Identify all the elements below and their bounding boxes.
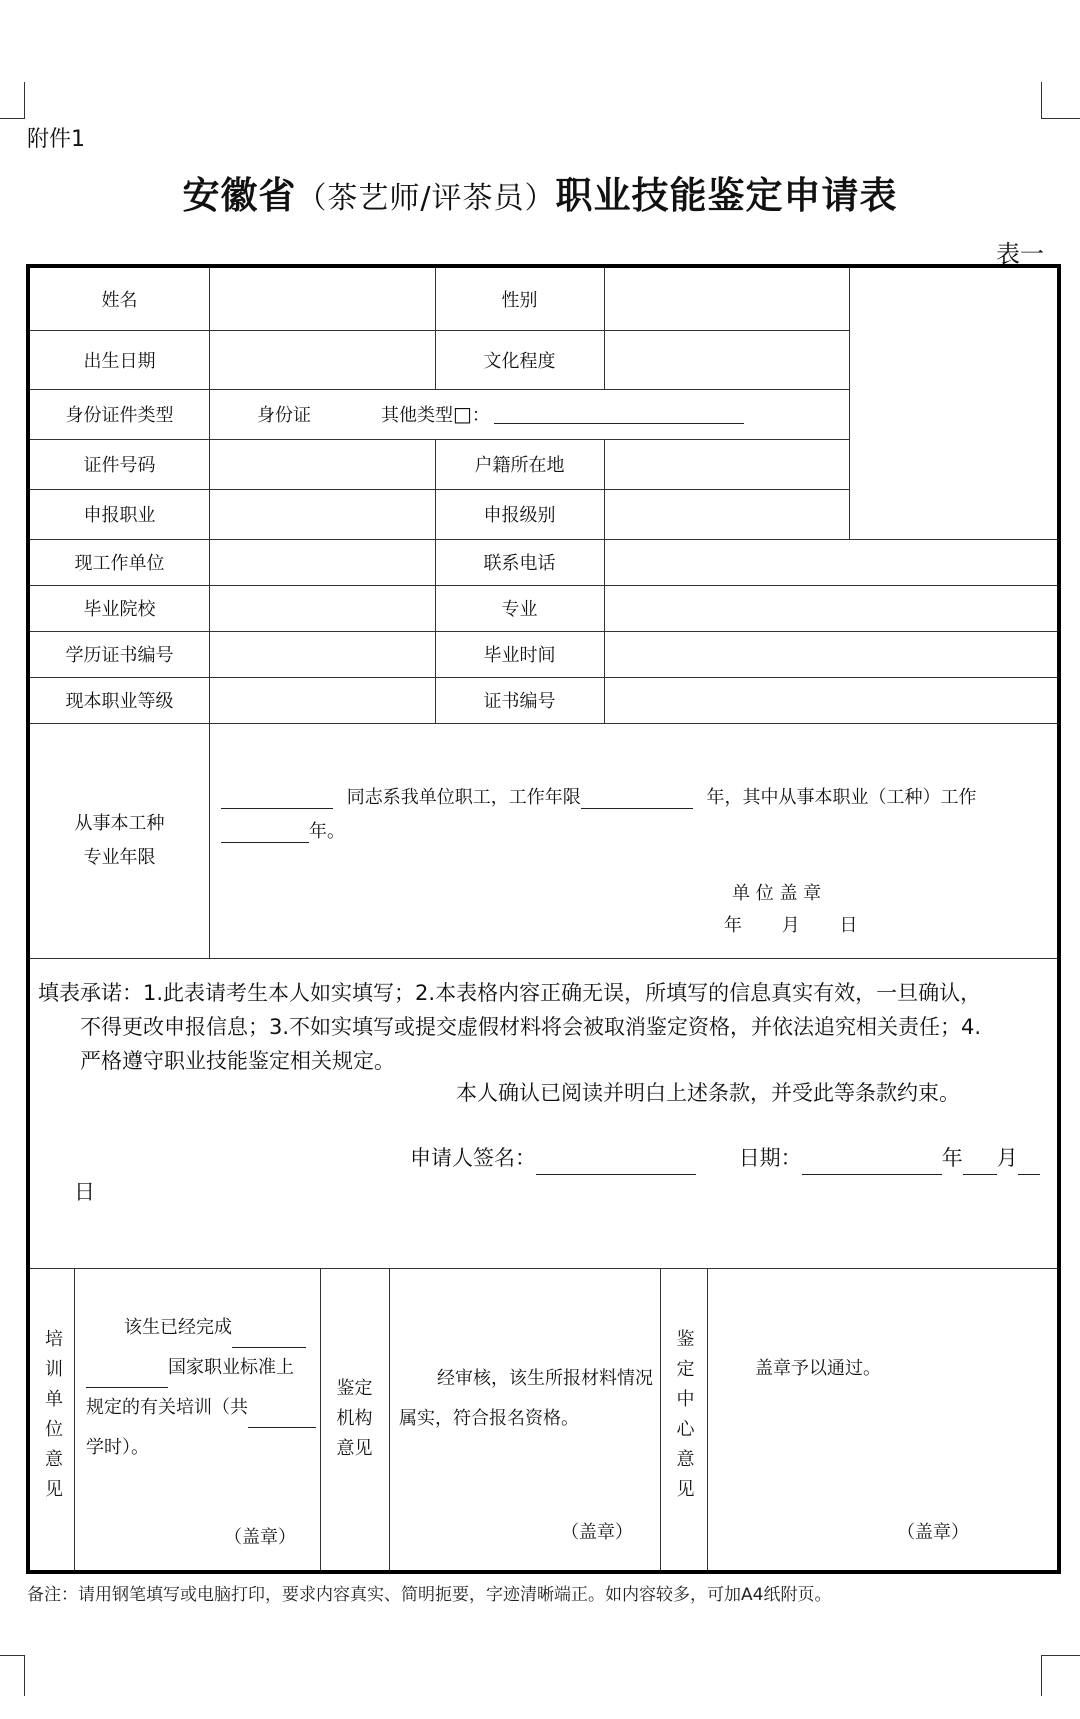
field-level[interactable] <box>604 489 849 539</box>
org-opinion-content <box>389 1268 660 1570</box>
center-opinion-content <box>707 1268 1057 1570</box>
label-occupation: 申报职业 <box>83 505 156 526</box>
training-line-3 <box>86 1388 316 1428</box>
training-opinion-label <box>30 1268 74 1570</box>
checkbox-other-type[interactable]: □ <box>453 402 472 426</box>
field-major[interactable] <box>604 585 1057 631</box>
label-workplace: 现工作单位 <box>74 553 165 574</box>
field-birth[interactable] <box>209 330 435 389</box>
date-month: 月 <box>781 915 800 936</box>
field-training-hours[interactable] <box>248 1409 316 1428</box>
crop-mark-bottom-left <box>0 1655 25 1696</box>
label-major: 专业 <box>501 599 538 620</box>
training-seal: （盖章） <box>224 1527 296 1548</box>
field-grad-time[interactable] <box>604 631 1057 677</box>
id-type-options <box>209 389 849 439</box>
signature-row <box>410 1141 1040 1175</box>
crop-mark-top-left <box>0 82 25 119</box>
sign-date-year: 年 <box>941 1146 963 1170</box>
center-text: 盖章予以通过。 <box>755 1358 881 1379</box>
label-household: 户籍所在地 <box>474 455 565 476</box>
org-opinion-label <box>320 1268 389 1570</box>
label-diploma-no: 学历证书编号 <box>65 645 174 666</box>
field-diploma-no[interactable] <box>209 631 435 677</box>
field-household[interactable] <box>604 439 849 489</box>
label-current-level: 现本职业等级 <box>65 691 174 712</box>
experience-content <box>209 723 1057 958</box>
field-occupation[interactable] <box>209 489 435 539</box>
training-text-c: 规定的有关培训（共 <box>86 1397 248 1418</box>
org-label-2: 机构 <box>336 1408 373 1429</box>
title-part-a: 安徽省 <box>182 174 297 217</box>
table-number: 表一 <box>996 240 1044 268</box>
sign-date-year-field[interactable] <box>802 1152 942 1175</box>
field-education[interactable] <box>604 330 849 389</box>
application-form <box>26 264 1061 1574</box>
label-experience-line2: 专业年限 <box>83 846 156 868</box>
label-school: 毕业院校 <box>83 599 156 620</box>
label-gender: 性别 <box>501 290 538 311</box>
experience-text-b: 年，其中从事本职业（工种）工作 <box>706 787 977 808</box>
center-seal: （盖章） <box>897 1522 969 1543</box>
sign-date-day: 日 <box>74 1180 95 1204</box>
training-opinion-label-text: 培训单位意见 <box>42 1329 63 1509</box>
label-level: 申报级别 <box>483 505 556 526</box>
crop-mark-top-right <box>1041 82 1080 119</box>
crop-mark-bottom-right <box>1041 1655 1080 1696</box>
colon: ： <box>471 405 490 426</box>
field-other-type[interactable] <box>494 405 744 424</box>
promise-line-2: 不得更改申报信息；3.不如实填写或提交虚假材料将会被取消鉴定资格，并依法追究相关责任；4. <box>80 1015 982 1039</box>
training-text-b: 国家职业标准上 <box>168 1357 294 1378</box>
unit-stamp-label: 单 位 盖 章 <box>732 883 822 904</box>
label-id-type: 身份证件类型 <box>65 405 174 426</box>
label-name: 姓名 <box>101 290 138 311</box>
experience-text-a: 同志系我单位职工，工作年限 <box>346 787 581 808</box>
experience-text-c: 年。 <box>309 821 345 842</box>
photo-area[interactable] <box>849 268 1057 539</box>
date-day: 日 <box>839 915 858 936</box>
date-year: 年 <box>724 915 742 936</box>
title-occupation: （茶艺师/评茶员） <box>296 181 556 216</box>
field-training-standard[interactable] <box>86 1369 168 1388</box>
signature-label: 申请人签名： <box>410 1146 536 1170</box>
sign-date-month: 月 <box>996 1146 1018 1170</box>
sign-date-day-field[interactable] <box>1018 1152 1040 1175</box>
title-part-b: 职业技能鉴定申请表 <box>555 174 898 217</box>
org-label-3: 意见 <box>336 1438 373 1459</box>
org-seal: （盖章） <box>561 1522 633 1543</box>
field-work-years[interactable] <box>581 790 693 809</box>
promise-line-1: 填表承诺：1.此表请考生本人如实填写；2.本表格内容正确无误，所填写的信息真实有效，一旦确认， <box>38 981 982 1005</box>
training-opinion-content <box>74 1268 320 1570</box>
signature-field[interactable] <box>536 1152 696 1175</box>
field-phone[interactable] <box>604 539 1057 585</box>
promise-line-3: 严格遵守职业技能鉴定相关规定。 <box>80 1049 395 1073</box>
center-opinion-label-text: 鉴定中心意见 <box>673 1329 695 1509</box>
field-workplace[interactable] <box>209 539 435 585</box>
date-label: 日期： <box>738 1146 802 1170</box>
center-opinion-label <box>660 1268 707 1570</box>
field-training-hours-a[interactable] <box>232 1329 306 1348</box>
unit-stamp-date <box>724 911 857 937</box>
training-line-2 <box>86 1348 294 1388</box>
label-birth: 出生日期 <box>83 350 156 372</box>
training-line-1 <box>124 1308 306 1348</box>
option-other-type: 其他类型 <box>381 405 453 426</box>
field-cert-no[interactable] <box>604 677 1057 723</box>
label-education: 文化程度 <box>483 350 556 372</box>
promise-confirm: 本人确认已阅读并明白上述条款，并受此等条款约束。 <box>456 1081 960 1105</box>
page-title <box>0 165 1080 219</box>
footer-note: 备注：请用钢笔填写或电脑打印，要求内容真实、简明扼要，字迹清晰端正。如内容较多，可加A4纸附页。 <box>27 1585 832 1605</box>
label-experience <box>30 723 209 958</box>
field-id-number[interactable] <box>209 439 435 489</box>
option-id-card[interactable]: 身份证 <box>257 405 311 426</box>
experience-line-2 <box>221 817 345 843</box>
field-school[interactable] <box>209 585 435 631</box>
training-text-a: 该生已经完成 <box>124 1317 232 1338</box>
attachment-label: 附件1 <box>27 127 85 152</box>
sign-date-month-field[interactable] <box>963 1152 997 1175</box>
field-employee-name[interactable] <box>221 790 333 809</box>
label-experience-line1: 从事本工种 <box>74 812 165 834</box>
field-gender[interactable] <box>604 268 849 330</box>
training-text-d: 学时）。 <box>86 1437 149 1458</box>
field-name[interactable] <box>209 268 435 330</box>
label-phone: 联系电话 <box>483 553 556 574</box>
label-id-number: 证件号码 <box>83 455 156 476</box>
label-grad-time: 毕业时间 <box>483 645 556 666</box>
org-text-a: 经审核，该生所报材料情况 <box>437 1368 653 1389</box>
label-cert-no: 证书编号 <box>483 691 556 712</box>
experience-line-1 <box>221 783 976 809</box>
org-label-1: 鉴定 <box>336 1378 373 1399</box>
org-text-b: 属实，符合报名资格。 <box>399 1408 579 1429</box>
field-current-level[interactable] <box>209 677 435 723</box>
field-occupation-years[interactable] <box>221 824 309 843</box>
